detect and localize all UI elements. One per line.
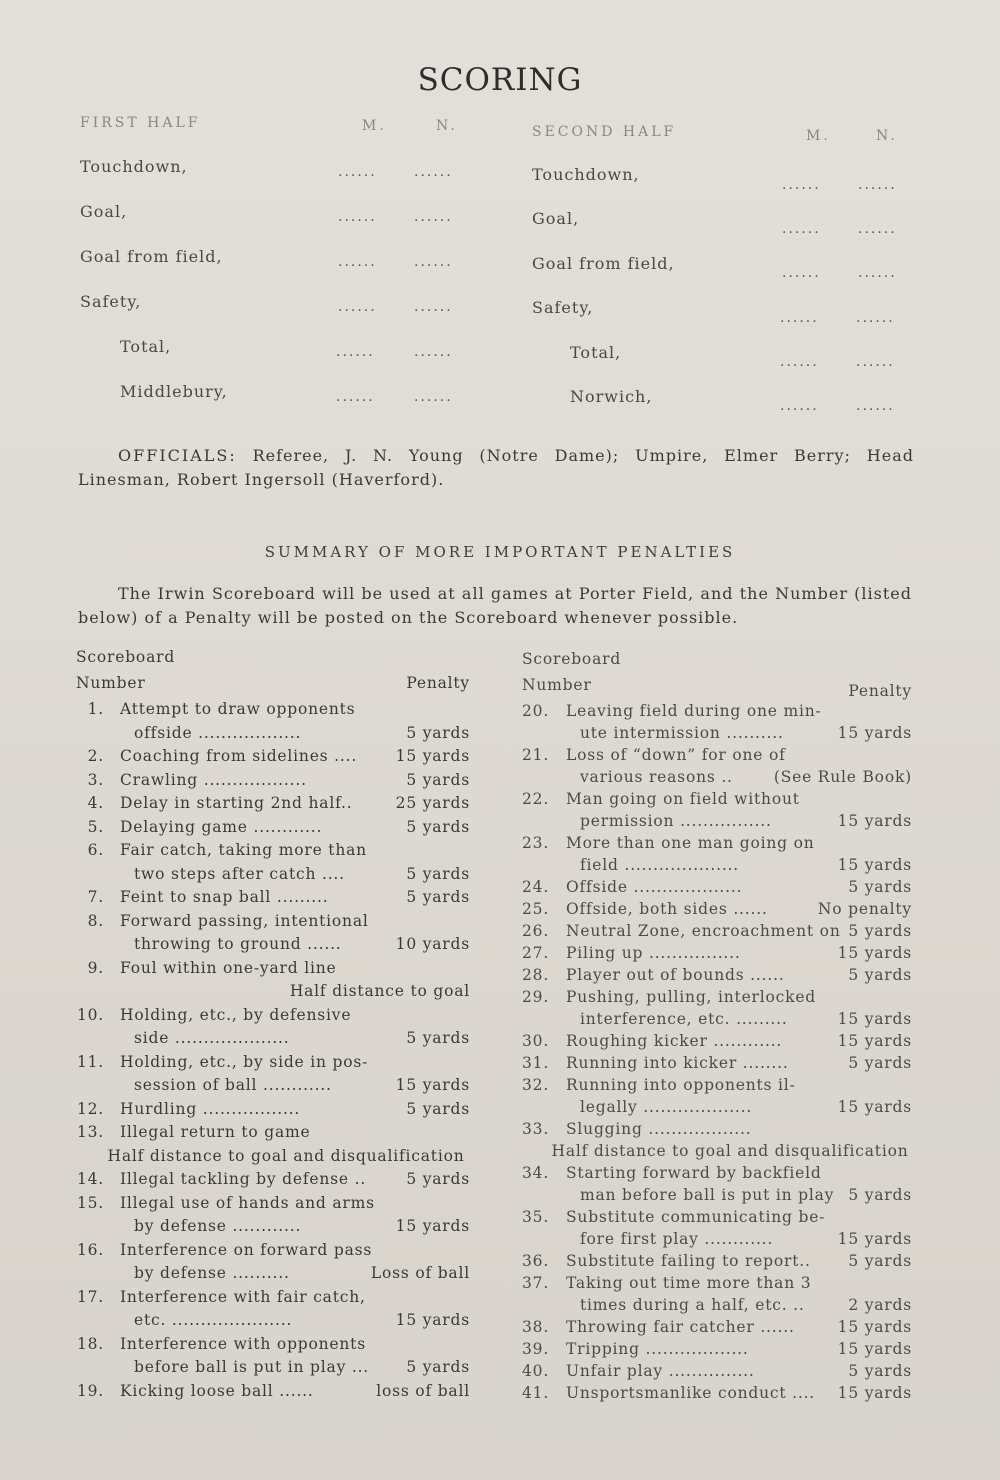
second-half-row: Total, bbox=[570, 343, 622, 362]
penalty-amount: 15 yards bbox=[837, 856, 912, 874]
penalty-description: More than one man going on bbox=[566, 834, 815, 852]
score-blank: ...... bbox=[780, 398, 819, 414]
penalty-item bbox=[76, 1239, 470, 1286]
penalty-amount: 5 yards bbox=[848, 922, 912, 940]
penalty-item bbox=[522, 1052, 912, 1074]
penalty-description: field .................... bbox=[580, 856, 740, 874]
penalty-number: 24. bbox=[522, 878, 550, 896]
penalty-item bbox=[76, 745, 470, 769]
first-half-row: Middlebury, bbox=[120, 382, 228, 401]
penalty-number: 23. bbox=[522, 834, 550, 852]
first-half-row: Safety, bbox=[80, 292, 142, 311]
penalty-amount: 5 yards bbox=[848, 966, 912, 984]
penalty-item bbox=[522, 744, 912, 788]
penalty-description: Neutral Zone, encroachment on bbox=[566, 922, 841, 940]
penalty-number: 41. bbox=[522, 1384, 550, 1402]
score-blank: ...... bbox=[338, 299, 377, 315]
penalty-description: Foul within one-yard line bbox=[120, 958, 337, 977]
column-header-penalty: Penalty bbox=[406, 674, 470, 692]
column-header-number: Number bbox=[522, 676, 592, 694]
penalty-description: Taking out time more than 3 bbox=[566, 1274, 812, 1292]
score-blank: ...... bbox=[858, 221, 897, 237]
penalty-number: 40. bbox=[522, 1362, 550, 1380]
penalty-item bbox=[522, 1382, 912, 1404]
penalty-amount: 15 yards bbox=[395, 1217, 470, 1235]
penalty-amount: No penalty bbox=[817, 900, 912, 918]
penalty-item bbox=[76, 769, 470, 793]
penalty-description: man before ball is put in play bbox=[580, 1186, 835, 1204]
penalty-item bbox=[522, 1162, 912, 1206]
penalty-number: 13. bbox=[76, 1123, 104, 1141]
penalty-number: 12. bbox=[76, 1099, 104, 1118]
penalty-amount: 5 yards bbox=[406, 1029, 470, 1047]
penalty-description: interference, etc. ......... bbox=[580, 1010, 788, 1028]
penalty-number: 29. bbox=[522, 988, 550, 1006]
score-blank: ...... bbox=[782, 221, 821, 237]
penalty-amount: 15 yards bbox=[395, 1311, 470, 1329]
penalty-item bbox=[76, 1168, 470, 1192]
penalty-number: 10. bbox=[76, 1005, 104, 1024]
penalty-description: Interference with fair catch, bbox=[120, 1287, 366, 1306]
penalty-description: by defense ............ bbox=[134, 1217, 302, 1235]
penalty-item bbox=[522, 1206, 912, 1250]
penalty-amount: 5 yards bbox=[406, 1358, 470, 1376]
score-blank: ...... bbox=[414, 344, 453, 360]
penalty-description: permission ................ bbox=[580, 812, 772, 830]
penalty-item bbox=[76, 1051, 470, 1098]
score-blank: ...... bbox=[414, 299, 453, 315]
penalty-description: offside .................. bbox=[134, 723, 302, 742]
penalty-item bbox=[76, 1121, 470, 1168]
penalty-description: Roughing kicker ............ bbox=[566, 1032, 783, 1050]
penalty-description: Fair catch, taking more than bbox=[120, 841, 367, 859]
penalty-description: times during a half, etc. .. bbox=[580, 1296, 805, 1314]
penalty-amount: loss of ball bbox=[376, 1381, 470, 1400]
penalty-description: by defense .......... bbox=[134, 1264, 290, 1282]
first-half-row: Goal, bbox=[80, 202, 128, 221]
penalty-amount: 15 yards bbox=[395, 1076, 470, 1094]
penalty-item bbox=[522, 898, 912, 920]
penalty-number: 22. bbox=[522, 790, 550, 808]
penalty-amount: 5 yards bbox=[848, 1252, 912, 1270]
penalty-description: Unfair play ............... bbox=[566, 1362, 755, 1380]
penalty-amount: 5 yards bbox=[406, 817, 470, 836]
penalty-amount: 5 yards bbox=[406, 1099, 470, 1118]
score-blank: ...... bbox=[414, 164, 453, 180]
penalty-item bbox=[522, 1360, 912, 1382]
second-half-row: Goal from field, bbox=[532, 254, 675, 273]
penalty-number: 14. bbox=[76, 1170, 104, 1188]
penalty-column-header bbox=[76, 648, 470, 698]
second-half-col-n: N. bbox=[876, 128, 898, 144]
penalty-item bbox=[76, 839, 470, 886]
score-blank: ...... bbox=[858, 177, 897, 193]
penalty-item bbox=[76, 957, 470, 1004]
penalty-items bbox=[522, 700, 912, 1404]
penalty-item bbox=[76, 792, 470, 816]
column-header-scoreboard: Scoreboard bbox=[76, 648, 176, 666]
penalty-column-header bbox=[522, 650, 912, 700]
penalty-number: 8. bbox=[87, 911, 104, 930]
penalty-amount: 15 yards bbox=[837, 1230, 912, 1248]
penalty-description: Holding, etc., by side in pos- bbox=[120, 1052, 369, 1071]
first-half-row: Touchdown, bbox=[80, 157, 188, 176]
score-blank: ...... bbox=[414, 209, 453, 225]
penalty-description: Unsportsmanlike conduct .... bbox=[566, 1384, 816, 1402]
penalty-item bbox=[76, 1004, 470, 1051]
penalty-number: 25. bbox=[522, 900, 550, 918]
penalty-items bbox=[76, 698, 470, 1403]
penalty-description: Forward passing, intentional bbox=[120, 911, 369, 930]
first-half-col-m: M. bbox=[362, 118, 387, 134]
penalty-description: Slugging .................. bbox=[566, 1120, 752, 1138]
penalty-amount: 15 yards bbox=[837, 1384, 912, 1402]
penalty-amount: 5 yards bbox=[848, 878, 912, 896]
penalty-number: 5. bbox=[87, 817, 104, 836]
second-half-col-m: M. bbox=[806, 128, 831, 144]
penalty-description: Delay in starting 2nd half.. bbox=[120, 794, 353, 812]
penalty-number: 28. bbox=[522, 966, 550, 984]
penalty-item bbox=[522, 942, 912, 964]
score-blank: ...... bbox=[336, 389, 375, 405]
penalty-description: Illegal return to game bbox=[120, 1123, 311, 1141]
penalty-item bbox=[76, 1098, 470, 1122]
penalty-item bbox=[522, 1272, 912, 1316]
score-blank: ...... bbox=[414, 389, 453, 405]
penalty-amount: 15 yards bbox=[837, 1010, 912, 1028]
penalty-amount: 15 yards bbox=[837, 1032, 912, 1050]
penalty-description: Running into opponents il- bbox=[566, 1076, 796, 1094]
penalty-item bbox=[522, 986, 912, 1030]
penalty-item bbox=[522, 700, 912, 744]
penalty-description: Feint to snap ball ......... bbox=[120, 888, 329, 906]
penalty-description: Piling up ................ bbox=[566, 944, 741, 962]
penalty-description: Leaving field during one min- bbox=[566, 702, 822, 720]
penalty-amount: 15 yards bbox=[837, 724, 912, 742]
penalty-description: Loss of “down” for one of bbox=[566, 746, 786, 764]
penalty-amount: 15 yards bbox=[837, 1318, 912, 1336]
penalty-description: Crawling .................. bbox=[120, 770, 307, 789]
summary-intro bbox=[78, 582, 912, 630]
score-blank: ...... bbox=[856, 398, 895, 414]
penalty-description: two steps after catch .... bbox=[134, 864, 345, 883]
first-half-row: Total, bbox=[120, 337, 172, 356]
penalty-amount: 5 yards bbox=[406, 770, 470, 789]
penalty-item bbox=[522, 1316, 912, 1338]
penalty-description: Tripping .................. bbox=[566, 1340, 749, 1358]
officials-paragraph bbox=[78, 444, 914, 492]
penalty-item bbox=[76, 698, 470, 745]
score-blank: ...... bbox=[782, 177, 821, 193]
penalty-number: 30. bbox=[522, 1032, 550, 1050]
penalty-description: Running into kicker ........ bbox=[566, 1054, 789, 1072]
penalty-amount: 15 yards bbox=[837, 1098, 912, 1116]
penalty-amount: 5 yards bbox=[406, 864, 470, 883]
second-half-row: Norwich, bbox=[570, 387, 653, 406]
penalty-description: Throwing fair catcher ...... bbox=[566, 1318, 795, 1336]
officials-text: Referee, J. N. Young (Notre Dame); Umpire, Elmer Berry; Head Linesman, Robert Ingersoll (Haverford). bbox=[78, 446, 914, 489]
score-blank: ...... bbox=[856, 354, 895, 370]
penalty-description: Man going on field without bbox=[566, 790, 800, 808]
penalty-item bbox=[76, 1192, 470, 1239]
penalty-item bbox=[76, 1333, 470, 1380]
penalty-item bbox=[522, 1250, 912, 1272]
penalty-item bbox=[522, 876, 912, 898]
score-blank: ...... bbox=[336, 344, 375, 360]
penalty-description: legally ................... bbox=[580, 1098, 753, 1116]
penalty-number: 36. bbox=[522, 1252, 550, 1270]
penalty-item bbox=[522, 832, 912, 876]
penalty-amount: 5 yards bbox=[406, 888, 470, 906]
penalty-description: etc. ..................... bbox=[134, 1311, 293, 1329]
penalty-number: 16. bbox=[76, 1240, 104, 1259]
penalty-number: 17. bbox=[76, 1287, 104, 1306]
penalty-description: Offside ................... bbox=[566, 878, 743, 896]
penalty-number: 9. bbox=[87, 958, 104, 977]
penalty-amount: (See Rule Book) bbox=[773, 768, 912, 786]
penalty-number: 20. bbox=[522, 702, 550, 720]
penalty-description: various reasons .. bbox=[580, 768, 733, 786]
penalty-description: before ball is put in play ... bbox=[134, 1358, 370, 1376]
penalty-item bbox=[76, 1286, 470, 1333]
penalty-description: Illegal tackling by defense .. bbox=[120, 1170, 367, 1188]
penalty-description: Interference on forward pass bbox=[120, 1240, 373, 1259]
penalty-amount: 5 yards bbox=[848, 1054, 912, 1072]
summary-title: SUMMARY OF MORE IMPORTANT PENALTIES bbox=[264, 543, 736, 561]
second-half-row: Safety, bbox=[532, 298, 594, 317]
penalty-number: 27. bbox=[522, 944, 550, 962]
penalty-number: 1. bbox=[87, 700, 104, 718]
penalty-number: 34. bbox=[522, 1164, 550, 1182]
penalty-number: 35. bbox=[522, 1208, 550, 1226]
penalty-number: 31. bbox=[522, 1054, 550, 1072]
penalty-number: 2. bbox=[87, 747, 104, 765]
penalty-amount: 25 yards bbox=[395, 794, 470, 812]
first-half-col-n: N. bbox=[436, 118, 458, 134]
officials-label: OFFICIALS: bbox=[118, 446, 237, 465]
score-blank: ...... bbox=[414, 254, 453, 270]
penalty-item bbox=[522, 964, 912, 986]
penalty-amount: 2 yards bbox=[848, 1296, 912, 1314]
penalty-description: Interference with opponents bbox=[120, 1334, 366, 1353]
penalty-item bbox=[522, 1030, 912, 1052]
penalty-description: Attempt to draw opponents bbox=[120, 700, 356, 718]
first-half-row: Goal from field, bbox=[80, 247, 223, 266]
penalty-description: Starting forward by backfield bbox=[566, 1164, 822, 1182]
penalty-number: 21. bbox=[522, 746, 550, 764]
penalty-list-right bbox=[522, 650, 912, 1404]
penalty-number: 38. bbox=[522, 1318, 550, 1336]
score-blank: ...... bbox=[858, 265, 897, 281]
penalty-amount: 15 yards bbox=[837, 944, 912, 962]
penalty-item bbox=[76, 816, 470, 840]
score-blank: ...... bbox=[856, 310, 895, 326]
penalty-number: 3. bbox=[87, 770, 104, 789]
penalty-number: 26. bbox=[522, 922, 550, 940]
penalty-number: 18. bbox=[76, 1334, 104, 1353]
penalty-description: Delaying game ............ bbox=[120, 817, 323, 836]
penalty-item bbox=[522, 1338, 912, 1360]
penalty-number: 11. bbox=[76, 1052, 104, 1071]
penalty-amount: Half distance to goal bbox=[289, 982, 470, 1000]
penalty-description: Half distance to goal and disqualification bbox=[551, 1142, 909, 1160]
penalty-amount: 5 yards bbox=[406, 1170, 470, 1188]
penalty-number: 32. bbox=[522, 1076, 550, 1094]
second-half-row: Touchdown, bbox=[532, 165, 640, 184]
penalty-number: 4. bbox=[87, 794, 104, 812]
penalty-description: Pushing, pulling, interlocked bbox=[566, 988, 817, 1006]
penalty-amount: 15 yards bbox=[837, 1340, 912, 1358]
penalty-amount: 10 yards bbox=[395, 935, 470, 953]
column-header-scoreboard: Scoreboard bbox=[522, 650, 622, 668]
penalty-number: 39. bbox=[522, 1340, 550, 1358]
penalty-item bbox=[76, 910, 470, 957]
penalty-number: 19. bbox=[76, 1381, 104, 1400]
penalty-number: 6. bbox=[87, 841, 104, 859]
penalty-amount: 5 yards bbox=[848, 1186, 912, 1204]
score-blank: ...... bbox=[338, 164, 377, 180]
penalty-description: Substitute communicating be- bbox=[566, 1208, 826, 1226]
penalty-item bbox=[522, 1118, 912, 1162]
second-half-header: SECOND HALF bbox=[532, 124, 677, 140]
penalty-item bbox=[522, 1074, 912, 1118]
penalty-number: 7. bbox=[87, 888, 104, 906]
penalty-description: Holding, etc., by defensive bbox=[120, 1005, 352, 1024]
penalty-list-left bbox=[76, 648, 470, 1403]
penalty-amount: 15 yards bbox=[837, 812, 912, 830]
penalty-description: Kicking loose ball ...... bbox=[120, 1381, 314, 1400]
penalty-description: throwing to ground ...... bbox=[134, 935, 342, 953]
penalty-amount: 5 yards bbox=[848, 1362, 912, 1380]
penalty-description: Hurdling ................. bbox=[120, 1099, 301, 1118]
penalty-item bbox=[76, 1380, 470, 1404]
penalty-description: fore first play ............ bbox=[580, 1230, 774, 1248]
penalty-number: 15. bbox=[76, 1193, 104, 1212]
penalty-description: Offside, both sides ...... bbox=[566, 900, 768, 918]
penalty-item bbox=[76, 886, 470, 910]
score-blank: ...... bbox=[338, 209, 377, 225]
score-blank: ...... bbox=[780, 354, 819, 370]
penalty-description: Half distance to goal and disqualification bbox=[107, 1146, 465, 1165]
score-blank: ...... bbox=[338, 254, 377, 270]
penalty-amount: 15 yards bbox=[395, 747, 470, 765]
column-header-number: Number bbox=[76, 674, 146, 692]
penalty-description: Coaching from sidelines .... bbox=[120, 747, 358, 765]
penalty-number: 33. bbox=[522, 1120, 550, 1138]
column-header-penalty: Penalty bbox=[848, 682, 912, 700]
score-blank: ...... bbox=[780, 310, 819, 326]
penalty-description: session of ball ............ bbox=[134, 1076, 332, 1094]
penalty-description: Substitute failing to report.. bbox=[566, 1252, 811, 1270]
penalty-amount: Loss of ball bbox=[370, 1264, 470, 1282]
penalty-number: 37. bbox=[522, 1274, 550, 1292]
page-title: SCORING bbox=[417, 62, 583, 98]
score-blank: ...... bbox=[782, 265, 821, 281]
penalty-description: Player out of bounds ...... bbox=[566, 966, 785, 984]
penalty-description: side .................... bbox=[134, 1029, 290, 1047]
penalty-description: ute intermission .......... bbox=[580, 724, 784, 742]
first-half-header: FIRST HALF bbox=[80, 115, 201, 131]
penalty-item bbox=[522, 788, 912, 832]
second-half-row: Goal, bbox=[532, 209, 580, 228]
penalty-item bbox=[522, 920, 912, 942]
penalty-amount: 5 yards bbox=[406, 723, 470, 742]
penalty-description: Illegal use of hands and arms bbox=[120, 1193, 375, 1212]
summary-intro-text: The Irwin Scoreboard will be used at all games at Porter Field, and the Number (listed below) of a Penalty will be posted on the Scoreboard whenever possible. bbox=[78, 584, 912, 627]
